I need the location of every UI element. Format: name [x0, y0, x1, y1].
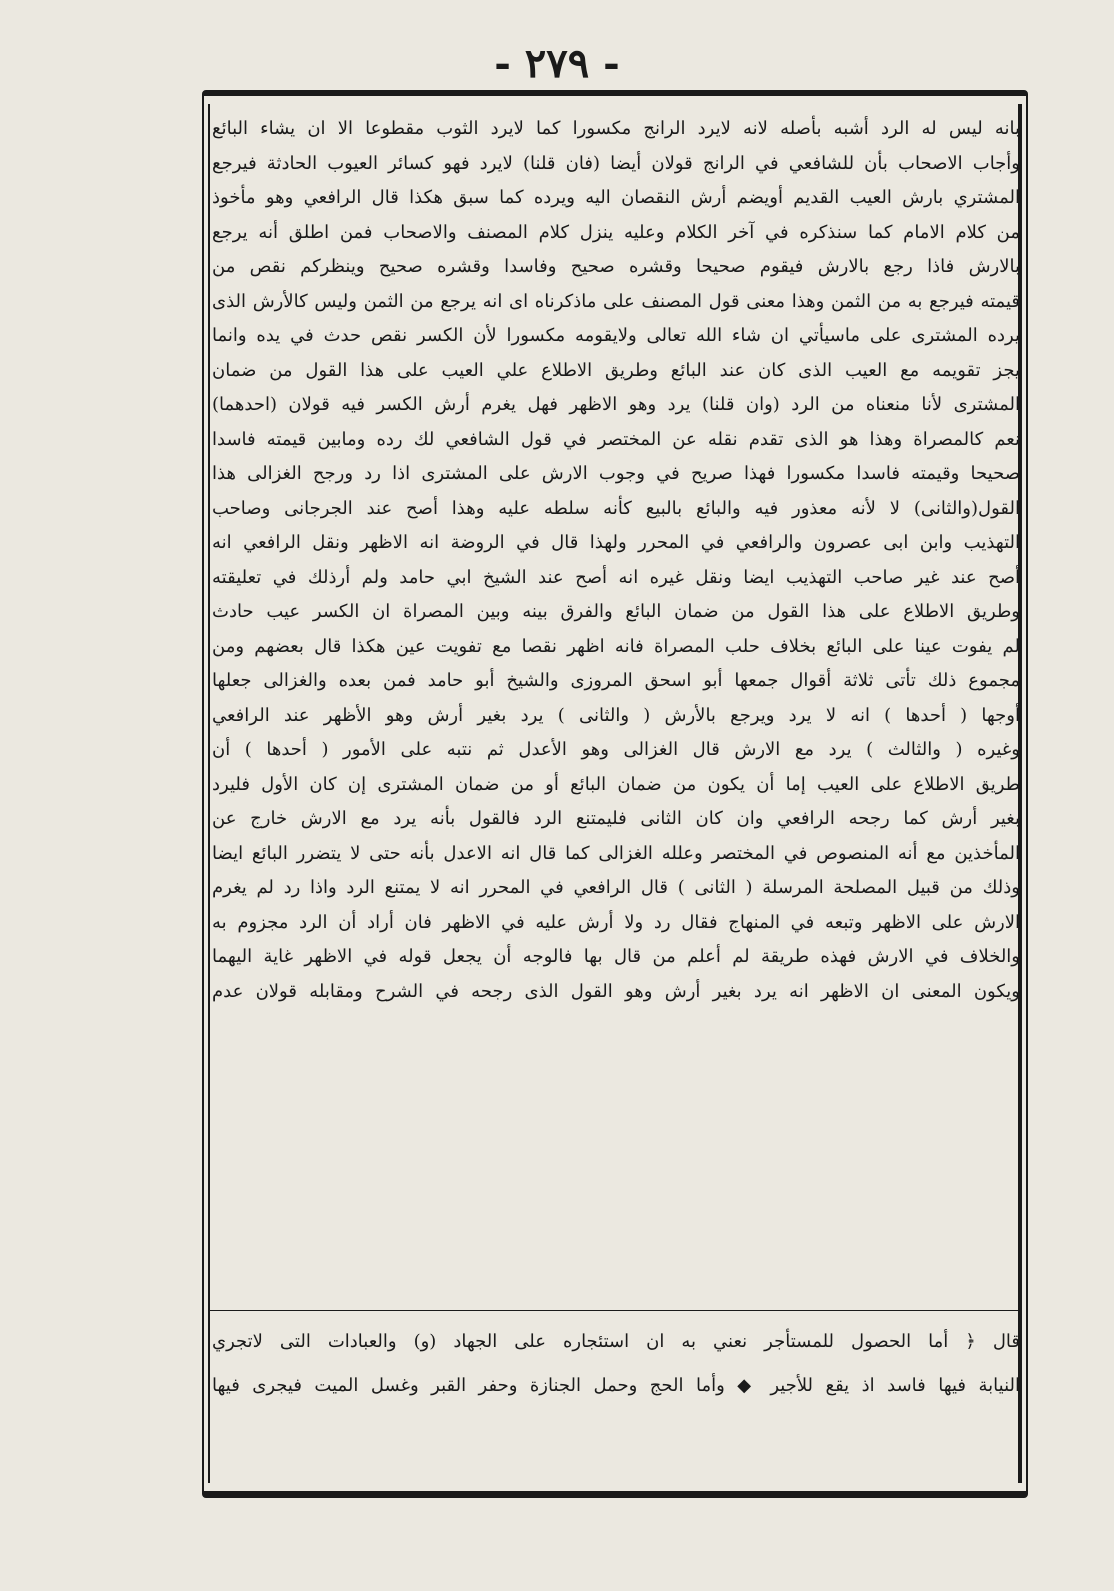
main-line: المأخذين مع أنه المنصوص في المختصر وعلله الغزالى كما قال انه الاعدل بأنه حتى لا يتضرر البائع ايضا: [212, 842, 1020, 864]
main-line: بالارش فاذا رجع بالارش فيقوم صحيحا وقشره صحيح وفاسدا وقشره صحيح وينظركم نقص من: [212, 256, 1020, 277]
main-line: أوجها ( أحدها ) انه لا يرد ويرجع بالأرش ( والثانى ) يرد بغير أرش وهو الأظهر عند الرافعي: [212, 704, 1020, 726]
commentary-line: قال ﴿ أما الحصول للمستأجر نعني به ان استئجاره على الجهاد (و) والعبادات التى لاتجري: [212, 1331, 1020, 1352]
main-line: نعم كالمصراة وهذا هو الذى تقدم نقله عن المختصر في قول الشافعي لك رده ومابين قيمته فاسدا: [212, 428, 1020, 450]
main-line: وذلك من قبيل المصلحة المرسلة ( الثانى ) قال الرافعي في المحرر انه لا يمتنع الرد واذا رد لم يغرم: [212, 877, 1020, 898]
main-line: وطريق الاطلاع على هذا القول من ضمان البائع والفرق بينه وبين المصراة ان الكسر عيب حادث: [212, 601, 1020, 622]
commentary-block: [212, 1320, 1020, 1408]
main-line: المشتري بارش العيب القديم أويضم أرش النقصان اليه ويرده كما سبق هكذا قال الرافعي وهو مأخوذ: [212, 187, 1020, 208]
main-line: قيمته فيرجع به من الثمن وهذا معنى قول المصنف على ماذكرناه اى انه يرجع من الثمن وليس كالأرش الذى: [212, 290, 1020, 312]
main-line: صحيحا وقيمته فاسدا مكسورا فهذا صريح في وجوب الارش على المشترى اذا رد ورجح الغزالى هذا: [212, 463, 1020, 484]
main-line: التهذيب وابن ابى عصرون والرافعي في المحرر ولهذا قال في الروضة انه الاظهر ونقل الرافعي انه: [212, 532, 1020, 553]
main-line: بانه ليس له الرد أشبه بأصله لانه لايرد الرانج مكسورا كما لايرد الثوب مقطوعا الا ان يشاء البائع: [212, 118, 1020, 139]
main-line: لم يفوت عينا على البائع بخلاف حلب المصراة فانه اظهر نقصا مع تفويت عين هكذا قال بعضهم ومن: [212, 635, 1020, 657]
section-divider: [210, 1310, 1018, 1311]
main-line: يرده المشترى على ماسيأتي ان شاء الله تعالى ولايقومه مكسورا لأن الكسر نقص حدث في يده وانما: [212, 325, 1020, 346]
main-line: المشترى لأنا منعناه من الرد (وان قلنا) يرد وهو الاظهر فهل يغرم أرش الكسر فيه قولان (احدهما): [212, 394, 1020, 415]
main-text-block: [212, 112, 1020, 1009]
main-line: القول(والثانى) لا لأنه معذور فيه والبائع بالبيع كأنه سلطه عليه وهذا أصح عند الجرجانى وصاحب: [212, 497, 1020, 519]
main-line: أصح عند غير صاحب التهذيب ايضا ونقل غيره انه أصح عند الشيخ ابي حامد ولم أرذلك في تعليقته: [212, 566, 1020, 588]
main-line: من كلام الامام كما سنذكره في آخر الكلام وعليه ينزل كلام المصنف والاصحاب فمن اطلق أنه يرجع: [212, 221, 1020, 243]
main-line: وأجاب الاصحاب بأن للشافعي في الرانج قولان أيضا (فان قلنا) لايرد فهو كسائر العيوب الحادثة فيرجع: [212, 152, 1020, 174]
page-number: - ٢٧٩ -: [494, 40, 620, 87]
main-line: يجز تقويمه مع العيب الذى كان عند البائع وطريق الاطلاع علي العيب على هذا القول من ضمان: [212, 359, 1020, 381]
main-line: ويكون المعنى ان الاظهر انه يرد بغير أرش وهو القول الذى رجحه في الشرح ومقابله قولان عدم: [212, 980, 1020, 1002]
main-line: مجموع ذلك تأتى ثلاثة أقوال جمعها أبو اسحق المروزى والشيخ أبو حامد فمن بعده والغزالى جعلها: [212, 670, 1020, 691]
main-line: والخلاف في الارش فهذه طريقة لم أعلم من قال بها فالوجه أن يجعل قوله في الاظهر غاية اليهما: [212, 946, 1020, 967]
main-line: وغيره ( والثالث ) يرد مع الارش قال الغزالى وهو الأعدل ثم نتبه على الأمور ( أحدها ) أن: [212, 739, 1020, 760]
main-line: الارش على الاظهر وتبعه في المنهاج فقال رد ولا أرش عليه في الاظهر فان أراد أن الرد مجزوم به: [212, 911, 1020, 933]
main-line: بغير أرش كما رجحه الرافعي وان كان الثانى فليمتنع الرد فالقول بأنه يرد مع الارش خارج عن: [212, 808, 1020, 829]
commentary-line: النيابة فيها فاسد اذ يقع للأجير ◆ وأما الحج وحمل الجنازة وحفر القبر وغسل الميت فيجرى فيها: [212, 1375, 1020, 1396]
main-line: طريق الاطلاع على العيب إما أن يكون من ضمان البائع أو من ضمان المشترى إن كان الأول فليرد: [212, 773, 1020, 795]
